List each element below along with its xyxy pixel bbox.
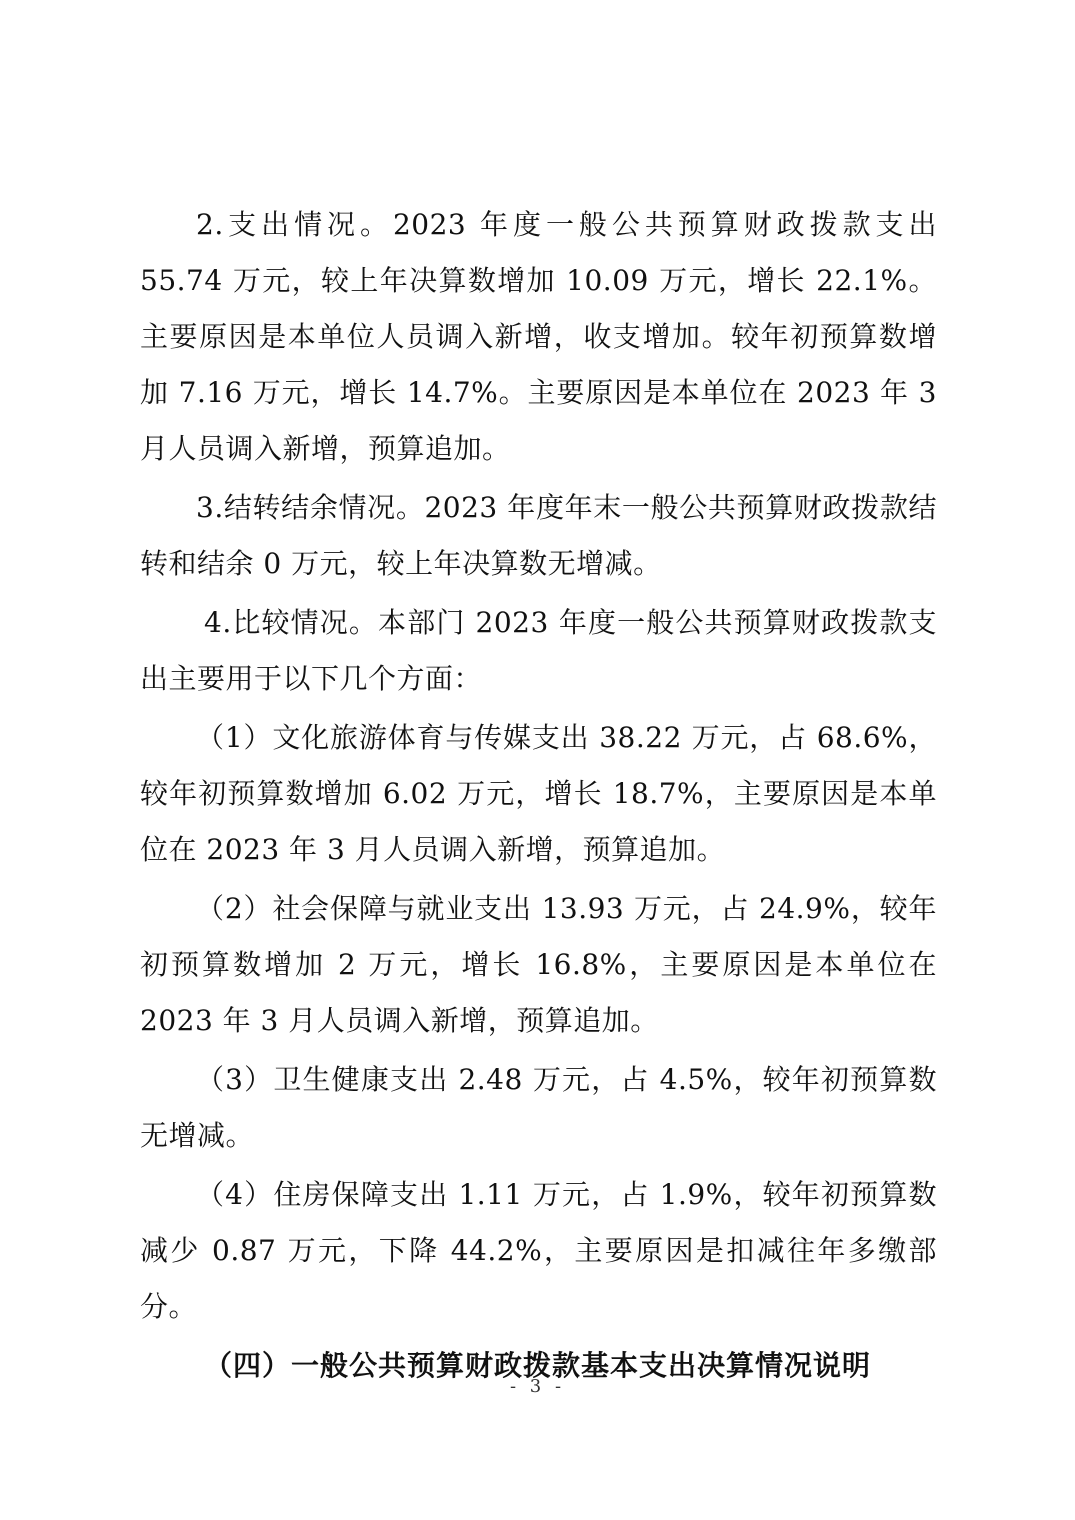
paragraph-item-health: （3）卫生健康支出 2.48 万元，占 4.5%，较年初预算数无增减。	[140, 1063, 937, 1152]
paragraph-carryover: 3.结转结余情况。2023 年度年末一般公共预算财政拨款结转和结余 0 万元，较上年决算数无增减。	[140, 491, 937, 580]
paragraph-item-culture: （1）文化旅游体育与传媒支出 38.22 万元，占 68.6%，较年初预算数增加 6.02 万元，增长 18.7%，主要原因是本单位在 2023 年 3 月人员调入新增，预算追加。	[140, 721, 937, 866]
page-number: - 3 -	[509, 1376, 566, 1397]
document-body	[140, 197, 937, 1394]
paragraph-item-housing: （4）住房保障支出 1.11 万元，占 1.9%，较年初预算数减少 0.87 万元，下降 44.2%，主要原因是扣减往年多缴部分。	[140, 1178, 937, 1323]
paragraph-expenditure: 2.支出情况。2023 年度一般公共预算财政拨款支出 55.74 万元，较上年决算数增加 10.09 万元，增长 22.1%。主要原因是本单位人员调入新增，收支增加。较年初预算数增加 7.16 万元，增长 14.7%。主要原因是本单位在 2023 年 3 月人员调入新增，预算追加。	[140, 208, 937, 465]
paragraph-item-social-security: （2）社会保障与就业支出 13.93 万元，占 24.9%，较年初预算数增加 2 万元，增长 16.8%，主要原因是本单位在 2023 年 3 月人员调入新增，预算追加。	[140, 892, 937, 1037]
paragraph-comparison: 4.比较情况。本部门 2023 年度一般公共预算财政拨款支出主要用于以下几个方面：	[140, 606, 937, 695]
section-heading: （四）一般公共预算财政拨款基本支出决算情况说明	[204, 1349, 872, 1382]
